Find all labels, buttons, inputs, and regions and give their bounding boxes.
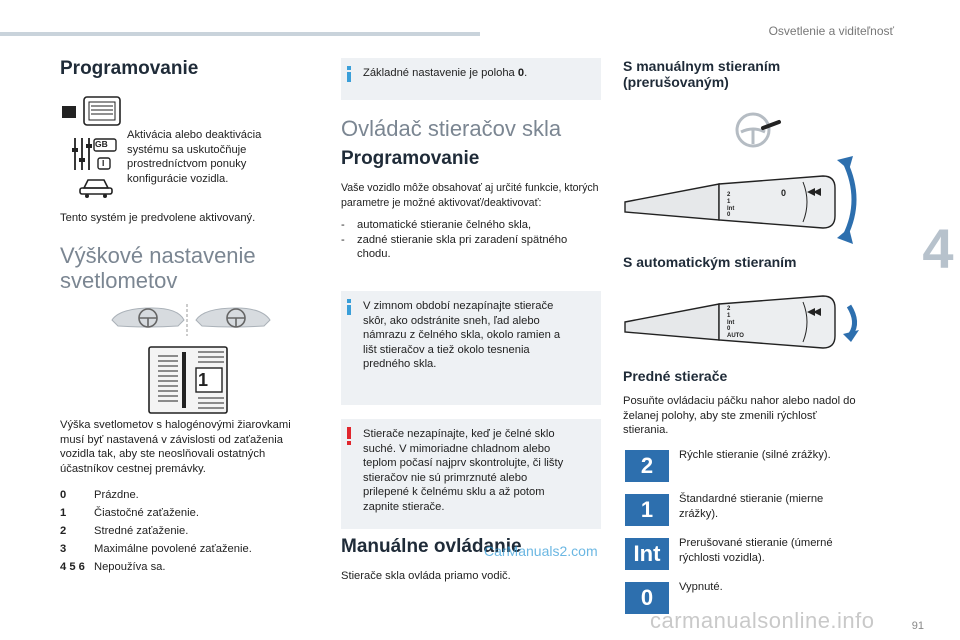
headlamp-heading-line1: Výškové nastavenie [60,243,256,268]
info-icon [346,66,352,82]
legend-row: 1 Čiastočné zaťaženie. [60,507,199,519]
list-item [623,492,863,536]
speed-text: Prerušované stieranie (úmerné rýchlosti vozidla). [679,537,833,564]
headlamp-heading-line2: svetlometov [60,268,178,293]
wiper-stalk-intermittent [623,154,863,246]
steering-wheel-icon [733,110,783,150]
wiper-heading: Ovládač stieračov skla [341,116,562,141]
intermittent-heading-line2: (prerušovaným) [623,74,729,90]
default-active-text: Tento systém je predvolene aktivovaný. [60,212,256,224]
intermittent-heading [623,58,780,90]
wiper-programovanie-description: Vaše vozidlo môže obsahovať aj určité funkcie, ktorých parametre je možné aktivovať/deaktivovať: [341,182,599,209]
basic-setting-end: . [524,67,528,79]
wiper-programovanie-heading: Programovanie [341,148,480,169]
warning-note-text: Stierače nezapínajte, keď je čelné sklo suché. V mimoriadne chladnom alebo teplom počasí najprv skontrolujte, či lišty stieračov nie sú primrznuté alebo prilepené k čelnému sklu a až potom zapnite stierače. [363,428,564,513]
front-wipers-description: Posuňte ovládaciu páčku nahor alebo nadol do želanej polohy, aby ste zmenili rýchlosť stierania. [623,395,856,437]
legend-row: 4 5 6 Nepoužíva sa. [60,561,166,573]
speed-badge: 2 [625,450,669,482]
legend-row: 0 Prázdne. [60,489,139,501]
speed-text: Rýchle stieranie (silné zrážky). [679,449,831,461]
warning-note [341,419,601,529]
header-rule [0,32,480,36]
intermittent-heading-line1: S manuálnym stieraním [623,58,781,74]
headlamp-dial-icon [148,346,228,414]
info-icon [346,299,352,315]
speed-badge: Int [625,538,669,570]
headlamp-heading [60,243,256,293]
list-item [623,448,863,492]
manual-heading: Manuálne ovládanie [341,536,522,557]
front-wipers-heading: Predné stierače [623,368,728,384]
legend-row: 2 Stredné zaťaženie. [60,525,189,537]
list-item: - automatické stieranie čelného skla, [341,219,532,231]
steering-wheels-icon [108,302,278,338]
speed-badge: 1 [625,494,669,526]
winter-note-text: V zimnom období nezapínajte stierače skôr, ako odstránite sneh, ľad alebo námrazu z čelného skla, okolo ramien a lišt stieračov a tiež okolo tesnenia predného skla. [363,300,561,371]
manual-description: Stierače skla ovláda priamo vodič. [341,570,511,582]
basic-setting-value: 0 [517,67,525,79]
headlamp-description: Výška svetlometov s halogénovými žiarovkami musí byť nastavená v závislosti od zaťaženia vozidla tak, aby ste neoslňovali ostatných účastníkov cestnej premávky. [60,419,291,475]
auto-heading: S automatickým stieraním [623,254,797,270]
section-title: Osvetlenie a viditeľnosť [768,24,894,38]
feature-list [341,218,603,262]
basic-setting-text: Základné nastavenie je poloha [363,67,518,79]
programovanie-description: Aktivácia alebo deaktivácia systému sa uskutočňuje prostredníctvom ponuky konfigurácie vozidla. [127,129,262,185]
winter-note [341,291,601,405]
gb-label: GB [95,139,108,149]
page-number: 91 [911,620,924,632]
programovanie-heading: Programovanie [60,58,199,79]
speed-text: Vypnuté. [679,581,723,593]
legend-row: 3 Maximálne povolené zaťaženie. [60,543,252,555]
footer-watermark: carmanualsonline.info [650,608,875,633]
basic-setting-note [341,58,601,100]
warning-icon [347,427,351,439]
speed-text: Štandardné stieranie (mierne zrážky). [679,493,824,520]
i-label: I [102,158,105,168]
load-legend [60,486,316,576]
stalk-zero-label: 0 [781,188,787,198]
list-item: - zadné stieranie skla pri zaradení spätného chodu. [341,233,568,261]
dashboard-button-icon [60,94,124,128]
stalk-scale-intermittent: 2 1 Int 0 [727,192,735,219]
chapter-number: 4 [916,214,960,284]
stalk-scale-auto: 2 1 Int 0 AUTO [727,306,744,340]
speed-list [623,448,863,624]
list-item [623,536,863,580]
speed-badge: 0 [625,582,669,614]
watermark-logo: CarManuals2.com [484,543,598,559]
dial-digit: 1 [198,370,209,390]
